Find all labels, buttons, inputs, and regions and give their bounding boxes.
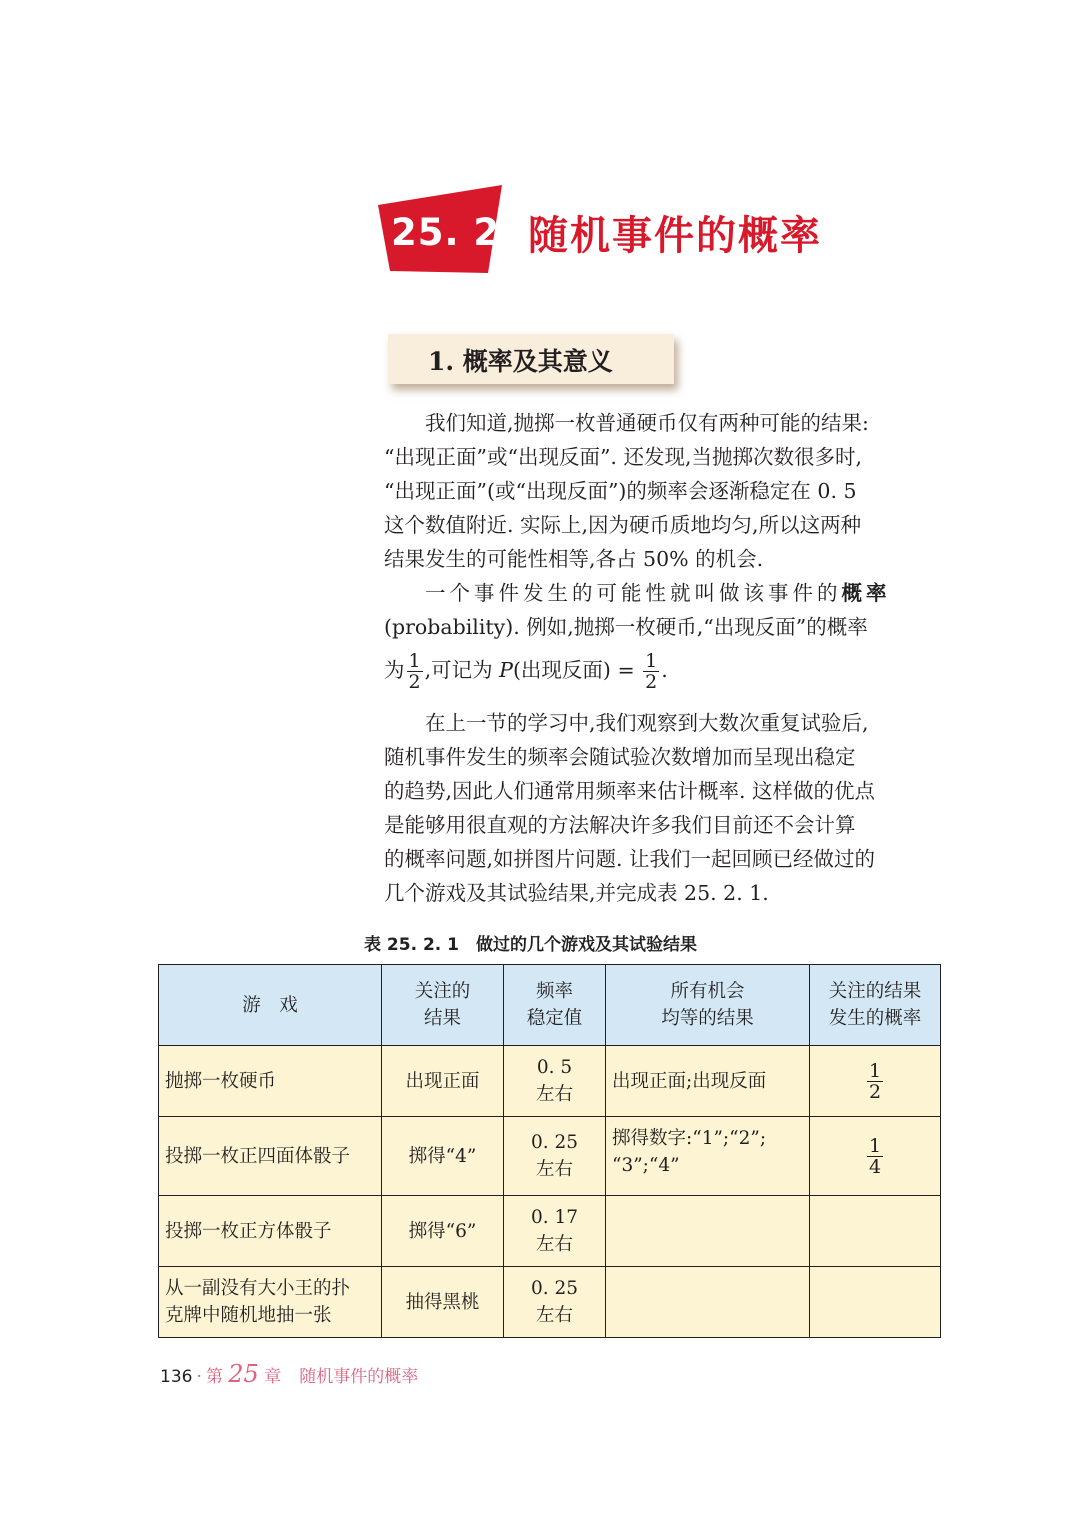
table-header-row [159, 965, 941, 1046]
paragraph-1-line: 这个数值附近. 实际上,因为硬币质地均匀,所以这两种 [384, 513, 862, 537]
cell-probability [810, 1046, 941, 1117]
footer-separator: · [196, 1367, 202, 1387]
paragraph-2-text: 为 [384, 658, 405, 682]
header-game [159, 965, 382, 1046]
paragraph-2-text: . [661, 658, 668, 682]
paragraph-1-line: 结果发生的可能性相等,各占 50% 的机会. [384, 547, 764, 571]
header-label: 游 戏 [242, 994, 298, 1016]
header-probability [810, 965, 941, 1046]
fraction-denominator: 4 [868, 1155, 882, 1178]
fraction-one-half [407, 651, 423, 692]
chapter-prefix: 第 [205, 1367, 223, 1387]
cell-game: 投掷一枚正四面体骰子 [159, 1117, 382, 1196]
header-equal-outcomes [606, 965, 810, 1046]
cell-focus: 掷得“6” [382, 1196, 504, 1267]
cell-frequency: 0. 17 左右 [504, 1196, 606, 1267]
fraction-one-half [643, 651, 659, 692]
fraction-denominator: 2 [645, 671, 658, 693]
paragraph-1-line: 我们知道,抛掷一枚普通硬币仅有两种可能的结果: [425, 411, 869, 435]
cell-outcomes: 掷得数字:“1”;“2”; “3”;“4” [606, 1117, 810, 1196]
cell-probability [810, 1117, 941, 1196]
fraction-denominator: 2 [408, 671, 421, 693]
table-row [159, 1267, 941, 1338]
header-label: 频率 稳定值 [526, 981, 583, 1029]
page-number: 136 [160, 1367, 193, 1387]
fraction-numerator: 1 [868, 1059, 882, 1082]
paragraph-2-line-2: (probability). 例如,抛掷一枚硬币,“出现反面”的概率 [384, 615, 868, 639]
cell-frequency: 0. 25 左右 [504, 1117, 606, 1196]
paragraph-3-line: 几个游戏及其试验结果,并完成表 25. 2. 1. [384, 881, 769, 905]
cell-focus: 掷得“4” [382, 1117, 504, 1196]
paragraph-1-line: “出现正面”或“出现反面”. 还发现,当抛掷次数很多时, [384, 445, 862, 469]
paragraph-3-line: 的概率问题,如拼图片问题. 让我们一起回顾已经做过的 [384, 847, 876, 871]
paragraph-3-line: 随机事件发生的频率会随试验次数增加而呈现出稳定 [384, 745, 856, 769]
cell-focus: 抽得黑桃 [382, 1267, 504, 1338]
header-label: 所有机会 均等的结果 [661, 981, 754, 1029]
paragraph-2-line-3 [384, 644, 944, 696]
cell-game: 抛掷一枚硬币 [159, 1046, 382, 1117]
chapter-suffix: 章 [264, 1367, 282, 1387]
cell-focus: 出现正面 [382, 1046, 504, 1117]
table-caption: 表 25. 2. 1 做过的几个游戏及其试验结果 [364, 935, 697, 955]
paragraph-2-line-1 [384, 576, 944, 610]
section-title: 随机事件的概率 [528, 213, 822, 259]
subsection-title: 1. 概率及其意义 [428, 347, 613, 376]
table-row [159, 1196, 941, 1267]
table-row [159, 1046, 941, 1117]
paragraph-3-line: 在上一节的学习中,我们观察到大数次重复试验后, [425, 711, 869, 735]
probability-fraction [867, 1061, 883, 1102]
term-probability: 概率 [841, 581, 891, 605]
cell-game: 从一副没有大小王的扑 克牌中随机地抽一张 [159, 1267, 382, 1338]
paragraph-1 [384, 406, 944, 576]
paragraph-3-line: 的趋势,因此人们通常用频率来估计概率. 这样做的优点 [384, 779, 876, 803]
paragraph-2-text: (出现反面) = [512, 658, 642, 682]
cell-frequency: 0. 25 左右 [504, 1267, 606, 1338]
section-number: 25. 2 [391, 211, 501, 254]
header-focus-result [382, 965, 504, 1046]
cell-outcomes: 出现正面;出现反面 [606, 1046, 810, 1117]
cell-game: 投掷一枚正方体骰子 [159, 1196, 382, 1267]
cell-probability [810, 1267, 941, 1338]
chapter-title: 随机事件的概率 [299, 1367, 419, 1387]
fraction-numerator: 1 [868, 1134, 882, 1157]
cell-probability [810, 1196, 941, 1267]
fraction-numerator: 1 [645, 650, 658, 672]
cell-outcomes [606, 1267, 810, 1338]
paragraph-1-line: “出现正面”(或“出现反面”)的频率会逐渐稳定在 0. 5 [384, 479, 857, 503]
fraction-denominator: 2 [868, 1080, 882, 1103]
table-row [159, 1117, 941, 1196]
probability-fraction [867, 1136, 883, 1177]
results-table [158, 964, 941, 1338]
paragraph-3-line: 是能够用很直观的方法解决许多我们目前还不会计算 [384, 813, 856, 837]
paragraph-2 [384, 576, 944, 696]
header-frequency [504, 965, 606, 1046]
chapter-number: 25 [228, 1360, 259, 1388]
paragraph-2-text: 一个事件发生的可能性就叫做该事件的 [425, 581, 842, 605]
header-label: 关注的 结果 [414, 981, 471, 1029]
page-footer [160, 1360, 418, 1388]
cell-outcomes [606, 1196, 810, 1267]
cell-frequency: 0. 5 左右 [504, 1046, 606, 1117]
fraction-numerator: 1 [408, 650, 421, 672]
probability-symbol: P [499, 658, 513, 682]
paragraph-3 [384, 706, 944, 910]
header-label: 关注的结果 发生的概率 [828, 981, 922, 1029]
paragraph-2-text: ,可记为 [424, 658, 500, 682]
